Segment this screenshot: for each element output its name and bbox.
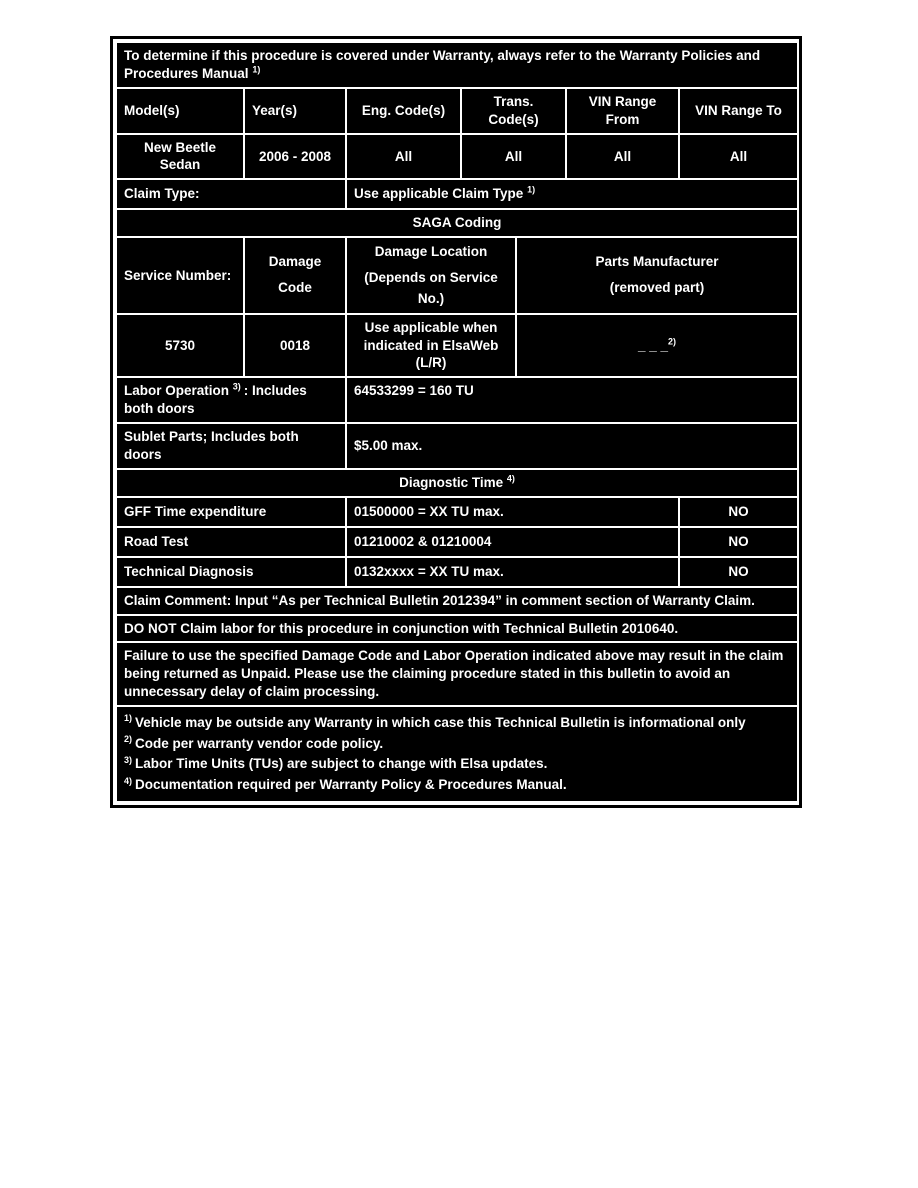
vehicle-header-models: Model(s) <box>116 88 244 134</box>
vehicle-header-eng-codes: Eng. Code(s) <box>346 88 461 134</box>
vehicle-value-trans-codes: All <box>461 134 566 180</box>
claim-type-footnote-ref: 1) <box>527 184 536 195</box>
diagnostic-gff-flag: NO <box>679 497 798 527</box>
claim-type-label: Claim Type: <box>116 179 346 209</box>
saga-value-damage-code: 0018 <box>244 314 346 377</box>
diagnostic-technical-diagnosis-value: 0132xxxx = XX TU max. <box>346 557 679 587</box>
diagnostic-row-technical-diagnosis <box>116 557 798 587</box>
labor-operation-label-rest: : Includes both doors <box>124 383 307 417</box>
sublet-parts-label: Sublet Parts; Includes both doors <box>116 423 346 469</box>
vehicle-header-vin-from: VIN Range From <box>566 88 679 134</box>
saga-header-parts-manufacturer <box>516 237 798 314</box>
diagnostic-time-title: Diagnostic Time <box>399 474 504 490</box>
saga-header-damage-code-line2: Code <box>278 280 312 296</box>
saga-value-parts-manufacturer <box>516 314 798 377</box>
labor-operation-row <box>116 377 798 423</box>
claim-type-value: Use applicable Claim Type <box>354 186 524 202</box>
diagnostic-technical-diagnosis-label: Technical Diagnosis <box>116 557 346 587</box>
diagnostic-time-footnote-ref: 4) <box>506 473 515 484</box>
saga-header-parts-manufacturer-line1: Parts Manufacturer <box>595 254 719 270</box>
intro-cell <box>116 42 798 88</box>
diagnostic-road-test-value: 01210002 & 01210004 <box>346 527 679 557</box>
warranty-table-frame <box>110 36 802 808</box>
intro-footnote-ref: 1) <box>252 64 261 75</box>
vehicle-value-eng-codes: All <box>346 134 461 180</box>
diagnostic-time-title-cell <box>116 469 798 497</box>
vehicle-value-vin-to: All <box>679 134 798 180</box>
footnote-3 <box>124 755 790 773</box>
footnote-2 <box>124 735 790 753</box>
intro-text: To determine if this procedure is covered under Warranty, always refer to the Warranty Policies and Procedures Manual <box>124 48 761 81</box>
footnote-4-text: Documentation required per Warranty Policy & Procedures Manual. <box>135 777 567 793</box>
vehicle-data-row <box>116 134 798 180</box>
diagnostic-gff-label: GFF Time expenditure <box>116 497 346 527</box>
diagnostic-road-test-label: Road Test <box>116 527 346 557</box>
saga-data-row <box>116 314 798 377</box>
footnote-1 <box>124 714 790 732</box>
do-not-claim-note: DO NOT Claim labor for this procedure in conjunction with Technical Bulletin 2010640. <box>116 615 798 643</box>
saga-value-service-number: 5730 <box>116 314 244 377</box>
sublet-parts-value: $5.00 max. <box>346 423 798 469</box>
claim-comment-note: Claim Comment: Input “As per Technical Bulletin 2012394” in comment section of Warranty Claim. <box>116 587 798 615</box>
saga-header-damage-location <box>346 237 516 314</box>
vehicle-value-years: 2006 - 2008 <box>244 134 346 180</box>
sublet-parts-row <box>116 423 798 469</box>
diagnostic-gff-value: 01500000 = XX TU max. <box>346 497 679 527</box>
saga-header-damage-location-line1: Damage Location <box>374 244 488 260</box>
saga-header-damage-code <box>244 237 346 314</box>
claim-type-row <box>116 179 798 209</box>
saga-value-parts-dashes: _ _ _ <box>638 337 669 353</box>
vehicle-header-years: Year(s) <box>244 88 346 134</box>
footnote-3-marker: 3) <box>124 754 133 765</box>
diagnostic-road-test-flag: NO <box>679 527 798 557</box>
claim-type-value-cell <box>346 179 798 209</box>
footnote-4-marker: 4) <box>124 775 133 786</box>
vehicle-header-vin-to: VIN Range To <box>679 88 798 134</box>
vehicle-value-model: New Beetle Sedan <box>116 134 244 180</box>
labor-operation-label-cell <box>116 377 346 423</box>
saga-value-damage-location: Use applicable when indicated in ElsaWeb (L/R) <box>346 314 516 377</box>
saga-header-service-number: Service Number: <box>116 237 244 314</box>
labor-operation-label: Labor Operation <box>124 383 230 399</box>
diagnostic-technical-diagnosis-flag: NO <box>679 557 798 587</box>
footnotes-cell <box>116 706 798 802</box>
labor-operation-footnote-ref: 3) <box>232 381 241 392</box>
footnote-4 <box>124 776 790 794</box>
saga-header-parts-manufacturer-line2: (removed part) <box>609 280 705 296</box>
warranty-table <box>115 41 799 803</box>
diagnostic-row-gff <box>116 497 798 527</box>
saga-header-row <box>116 237 798 314</box>
footnote-1-marker: 1) <box>124 713 133 724</box>
labor-operation-value: 64533299 = 160 TU <box>346 377 798 423</box>
vehicle-header-row <box>116 88 798 134</box>
failure-warning-note: Failure to use the specified Damage Code and Labor Operation indicated above may result in the claim being returned as Unpaid. Please use the claiming procedure stated in this bulletin to avoid an unnecessary delay of claim processing. <box>116 642 798 705</box>
saga-header-damage-location-line2: (Depends on Service No.) <box>364 270 498 306</box>
footnote-2-marker: 2) <box>124 734 133 745</box>
footnote-1-text: Vehicle may be outside any Warranty in which case this Technical Bulletin is informational only <box>135 714 746 730</box>
footnote-2-text: Code per warranty vendor code policy. <box>135 735 384 751</box>
vehicle-value-vin-from: All <box>566 134 679 180</box>
footnote-3-text: Labor Time Units (TUs) are subject to change with Elsa updates. <box>135 756 548 772</box>
vehicle-header-trans-codes: Trans. Code(s) <box>461 88 566 134</box>
saga-header-damage-code-line1: Damage <box>268 254 322 270</box>
saga-value-parts-footnote-ref: 2) <box>668 336 677 347</box>
diagnostic-row-road-test <box>116 527 798 557</box>
saga-coding-title: SAGA Coding <box>116 209 798 237</box>
